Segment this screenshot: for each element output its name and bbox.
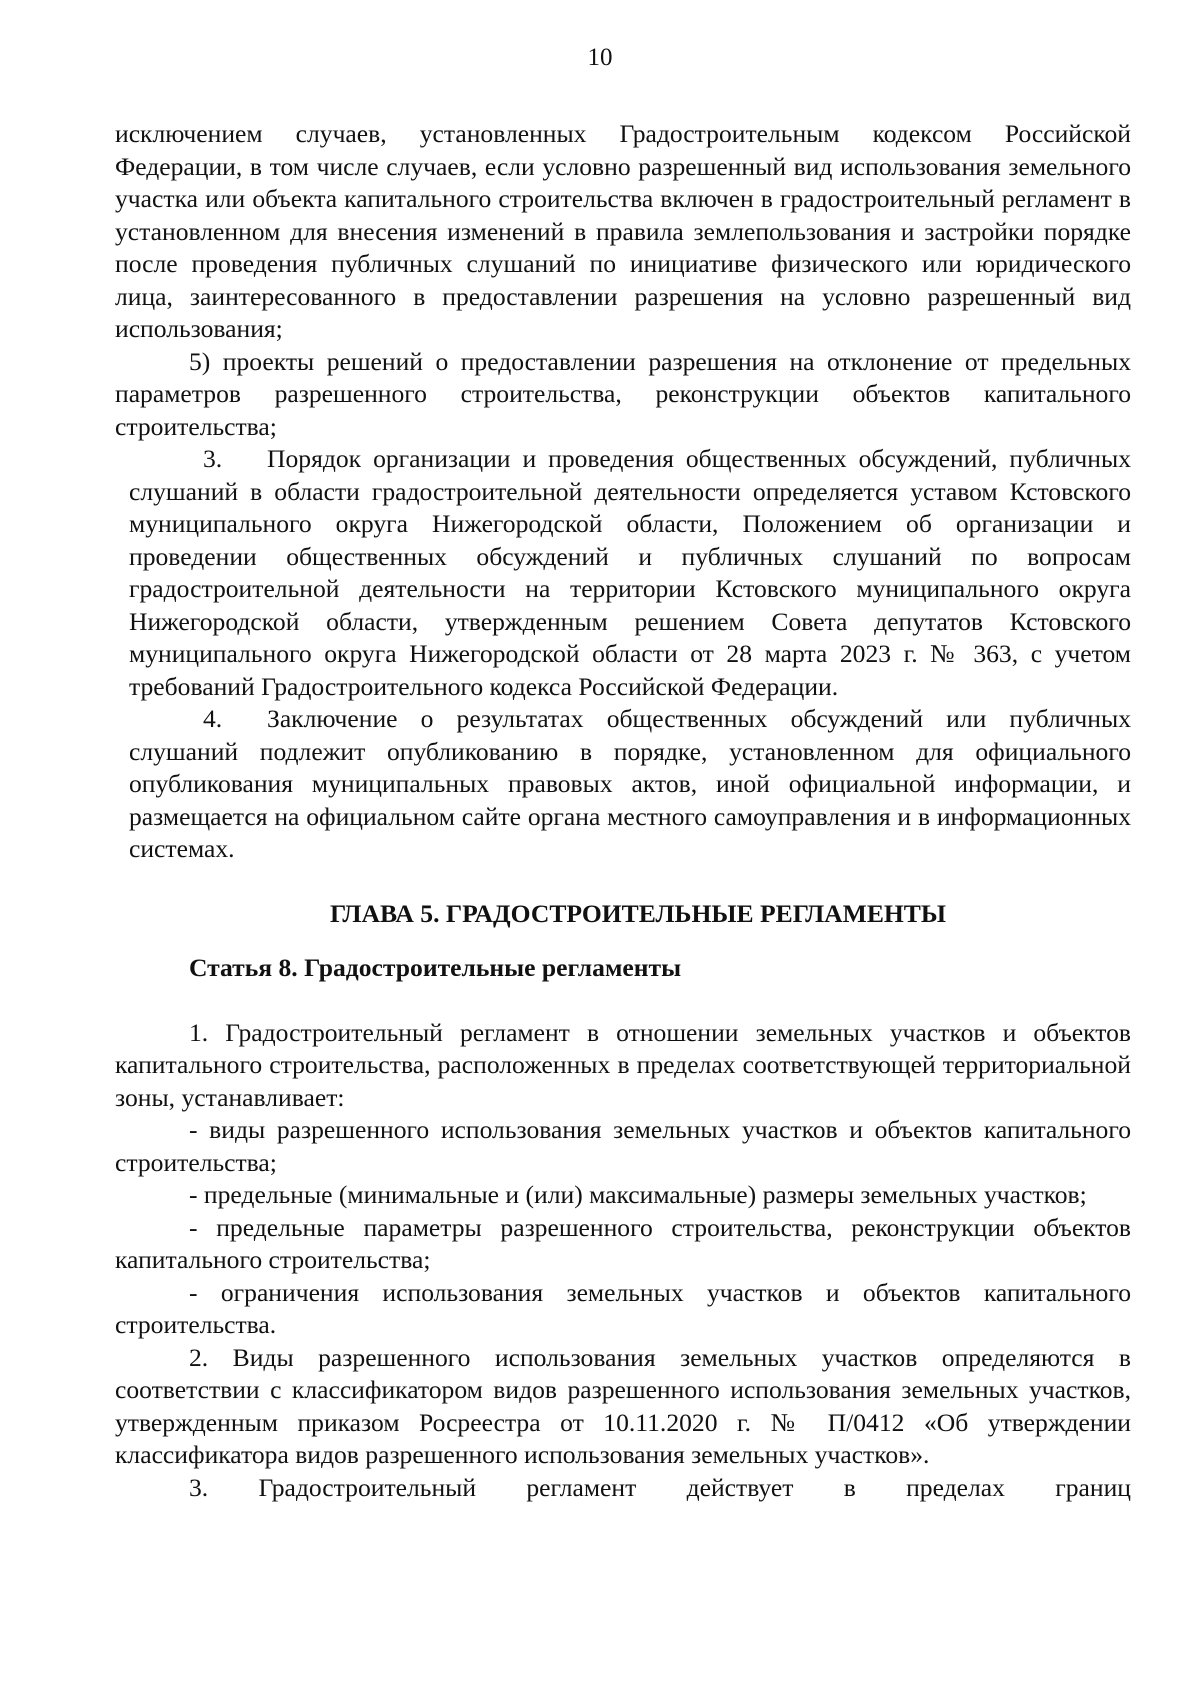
bullet-item: - предельные (минимальные и (или) максимальные) размеры земельных участков; bbox=[189, 1180, 1087, 1209]
article-paragraph-1: 1. Градостроительный регламент в отношении земельных участков и объектов капитального строительства, расположенных в пределах соответствующей территориальной зоны, устанавливает: bbox=[115, 1017, 1131, 1112]
article-paragraph-3: 3. Градостроительный регламент действует в пределах границ bbox=[189, 1472, 1131, 1502]
item-5-number: 5) bbox=[189, 346, 211, 376]
item-3-text: Порядок организации и проведения общественных обсуждений, публичных слушаний в области градостроительной деятельности определяется уставом Кстовского муниципального округа Нижегородской области, Положением об организации и проведении общественных обсуждений и публичных слушаний по вопросам градостроительной деятельности на территории Кстовского муниципального округа Нижегородской области, утвержденным решением Совета депутатов Кстовского муниципального округа Нижегородской области от 28 марта 2023 г. № 363, с учетом требований Градостроительного кодекса Российской Федерации. bbox=[129, 444, 1131, 701]
item-5-text: проекты решений о предоставлении разрешения на отклонение от предельных параметров разрешенного строительства, реконструкции объектов капитального строительства; bbox=[115, 346, 1131, 441]
article-title: Статья 8. Градостроительные регламенты bbox=[189, 953, 682, 982]
chapter-title: ГЛАВА 5. ГРАДОСТРОИТЕЛЬНЫЕ РЕГЛАМЕНТЫ bbox=[329, 898, 947, 928]
document-body bbox=[115, 118, 1131, 1504]
article-paragraph-2: 2. Виды разрешенного использования земельных участков определяются в соответствии с классификатором видов разрешенного использования земельных участков, утвержденным приказом Росреестра от 10.11.2020 г. № П/0412 «Об утверждении классификатора видов разрешенного использования земельных участков». bbox=[115, 1342, 1131, 1469]
bullet-item: - виды разрешенного использования земельных участков и объектов капитального строительства; bbox=[115, 1115, 1131, 1177]
item-4-number: 4. bbox=[203, 704, 223, 733]
bullet-item: - ограничения использования земельных участков и объектов капитального строительства. bbox=[115, 1277, 1131, 1339]
bullet-item: - предельные параметры разрешенного строительства, реконструкции объектов капитального строительства; bbox=[115, 1212, 1131, 1274]
continuation-paragraph: исключением случаев, установленных Градостроительным кодексом Российской Федерации, в том числе случаев, если условно разрешенный вид использования земельного участка или объекта капитального строительства включен в градостроительный регламент в установленном для внесения изменений в правила землепользования и застройки порядке после проведения публичных слушаний по инициативе физического или юридического лица, заинтересованного в предоставлении разрешения на условно разрешенный вид использования; bbox=[115, 119, 1131, 343]
item-3-number: 3. bbox=[203, 444, 223, 473]
item-3-paragraph bbox=[129, 443, 1131, 703]
item-5-paragraph bbox=[115, 346, 1131, 444]
page-number: 10 bbox=[587, 44, 613, 71]
item-4-paragraph bbox=[129, 703, 1131, 866]
item-4-text: Заключение о результатах общественных обсуждений или публичных слушаний подлежит опубликованию в порядке, установленном для официального опубликования муниципальных правовых актов, иной официальной информации, и размещается на официальном сайте органа местного самоуправления и в информационных системах. bbox=[129, 704, 1131, 863]
